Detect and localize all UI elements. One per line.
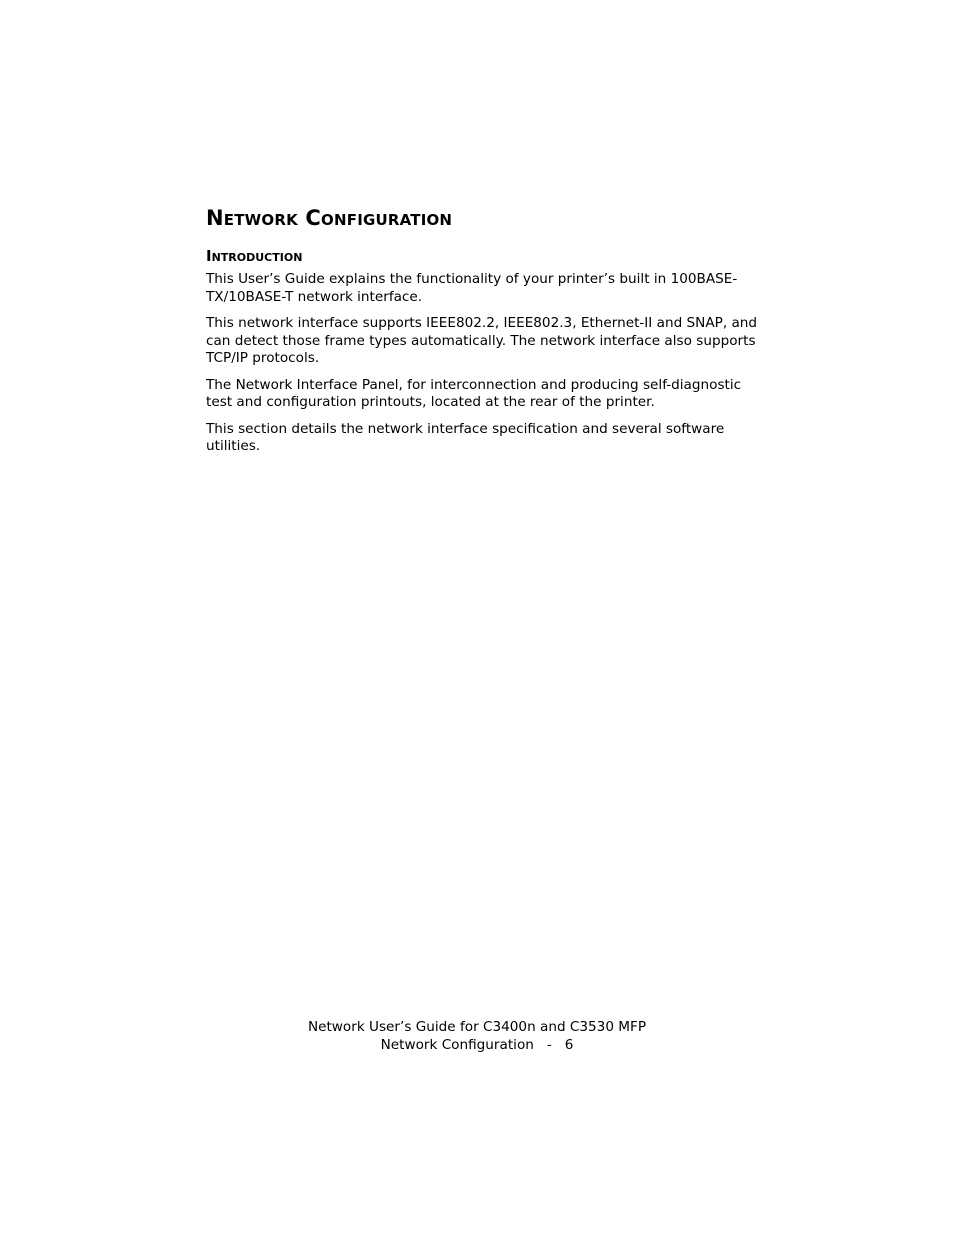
- footer-section-label: Network Configuration: [380, 1037, 534, 1053]
- paragraph: This network interface supports IEEE802.2, IEEE802.3, Ethernet-II and SNAP, and can detect those frame types automatically. The network interface also supports TCP/IP protocols.: [206, 315, 758, 366]
- paragraph: This section details the network interface specification and several software utilities.: [206, 420, 725, 454]
- section-title: Introduction: [206, 247, 303, 265]
- page-number: 6: [564, 1037, 574, 1053]
- paragraph: The Network Interface Panel, for interconnection and producing self-diagnostic test and configuration printouts, located at the rear of the printer.: [206, 376, 742, 410]
- footer-separator: -: [546, 1037, 552, 1053]
- paragraph: This User’s Guide explains the functionality of your printer’s built in 100BASE-TX/10BASE-T network interface.: [206, 271, 738, 305]
- page-footer: [0, 1018, 954, 1054]
- footer-section-line: [0, 1036, 954, 1054]
- chapter-title: Network Configuration: [206, 206, 453, 230]
- footer-guide-title: Network User’s Guide for C3400n and C3530 MFP: [307, 1019, 647, 1035]
- page-content: [206, 203, 766, 465]
